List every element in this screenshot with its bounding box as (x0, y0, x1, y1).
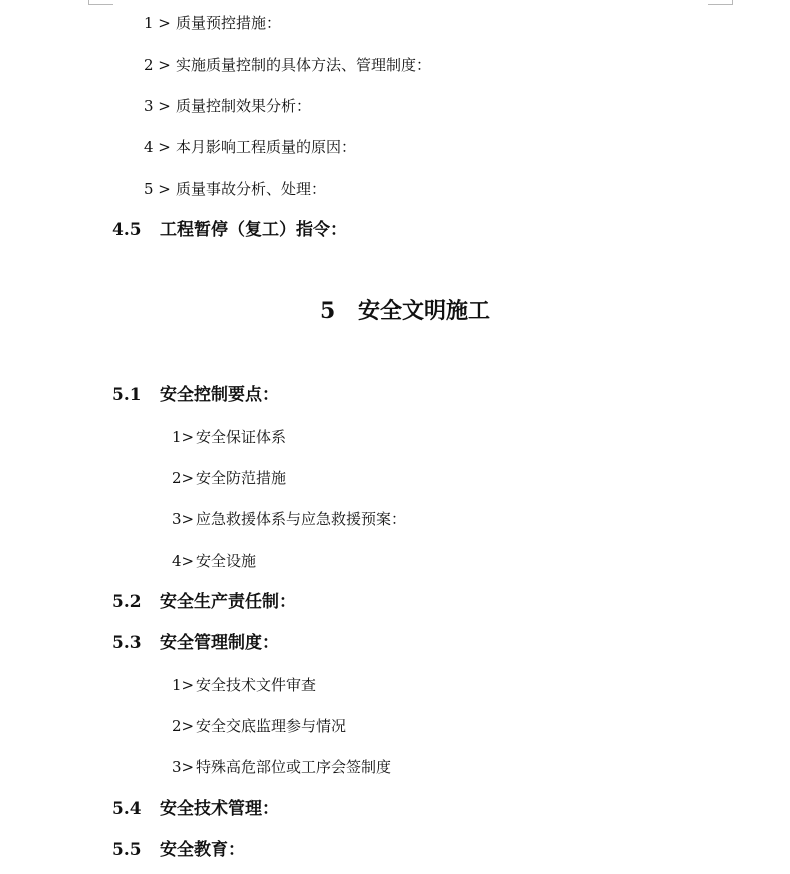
list-item-number: 4 > (144, 138, 171, 156)
list-item-text: 质量预控措施： (176, 14, 282, 32)
list-item-text: 实施质量控制的具体方法、管理制度： (176, 56, 432, 74)
section-number: 5.4 (112, 799, 142, 819)
list-item-number: 2> (172, 717, 195, 735)
section-number: 5.2 (112, 592, 142, 612)
list-item-number: 4> (172, 552, 195, 570)
list-item-text: 安全防范措施 (196, 469, 287, 487)
list-item (144, 55, 431, 75)
section-title: 安全技术管理： (160, 799, 279, 819)
section-number: 4.5 (112, 220, 142, 240)
list-item (172, 509, 406, 529)
list-item-number: 1> (172, 428, 195, 446)
list-item-text: 安全交底监理参与情况 (196, 717, 347, 735)
list-item-text: 质量控制效果分析： (176, 97, 312, 115)
list-item (172, 716, 346, 736)
list-item-text: 安全技术文件审查 (196, 676, 317, 694)
list-item (172, 551, 256, 571)
section-heading-4-5 (112, 219, 347, 241)
section-title: 安全教育： (160, 840, 245, 860)
section-heading-5-4 (112, 798, 279, 820)
list-item-number: 2> (172, 469, 195, 487)
section-number: 5.1 (112, 385, 142, 405)
section-heading-5-3 (112, 632, 279, 654)
section-number: 5.5 (112, 840, 142, 860)
list-item-number: 2 > (144, 56, 171, 74)
list-item (144, 137, 356, 157)
chapter-title-text: 安全文明施工 (358, 298, 491, 324)
section-heading-5-1 (112, 384, 279, 406)
list-item (172, 757, 391, 777)
list-item (144, 13, 281, 33)
section-number: 5.3 (112, 633, 142, 653)
list-item (172, 427, 286, 447)
section-title: 工程暂停（复工）指令： (160, 220, 347, 240)
list-item-number: 1 > (144, 14, 171, 32)
list-item (144, 179, 326, 199)
section-heading-5-2 (112, 591, 296, 613)
list-item (172, 468, 286, 488)
list-item (172, 675, 316, 695)
list-item-number: 5 > (144, 180, 171, 198)
section-title: 安全管理制度： (160, 633, 279, 653)
list-item-number: 3> (172, 510, 195, 528)
list-item-text: 质量事故分析、处理： (176, 180, 327, 198)
list-item-number: 3 > (144, 97, 171, 115)
list-item-number: 3> (172, 758, 195, 776)
section-heading-5-5 (112, 839, 245, 861)
chapter-title (320, 297, 490, 325)
section-title: 安全生产责任制： (160, 592, 296, 612)
list-item-text: 特殊高危部位或工序会签制度 (196, 758, 392, 776)
section-title: 安全控制要点： (160, 385, 279, 405)
list-item (144, 96, 311, 116)
crop-mark-right (708, 0, 733, 5)
list-item-text: 安全保证体系 (196, 428, 287, 446)
chapter-number: 5 (320, 298, 336, 324)
list-item-text: 应急救援体系与应急救援预案： (196, 510, 407, 528)
list-item-text: 本月影响工程质量的原因： (176, 138, 357, 156)
crop-mark-left (88, 0, 113, 5)
list-item-number: 1> (172, 676, 195, 694)
list-item-text: 安全设施 (196, 552, 257, 570)
